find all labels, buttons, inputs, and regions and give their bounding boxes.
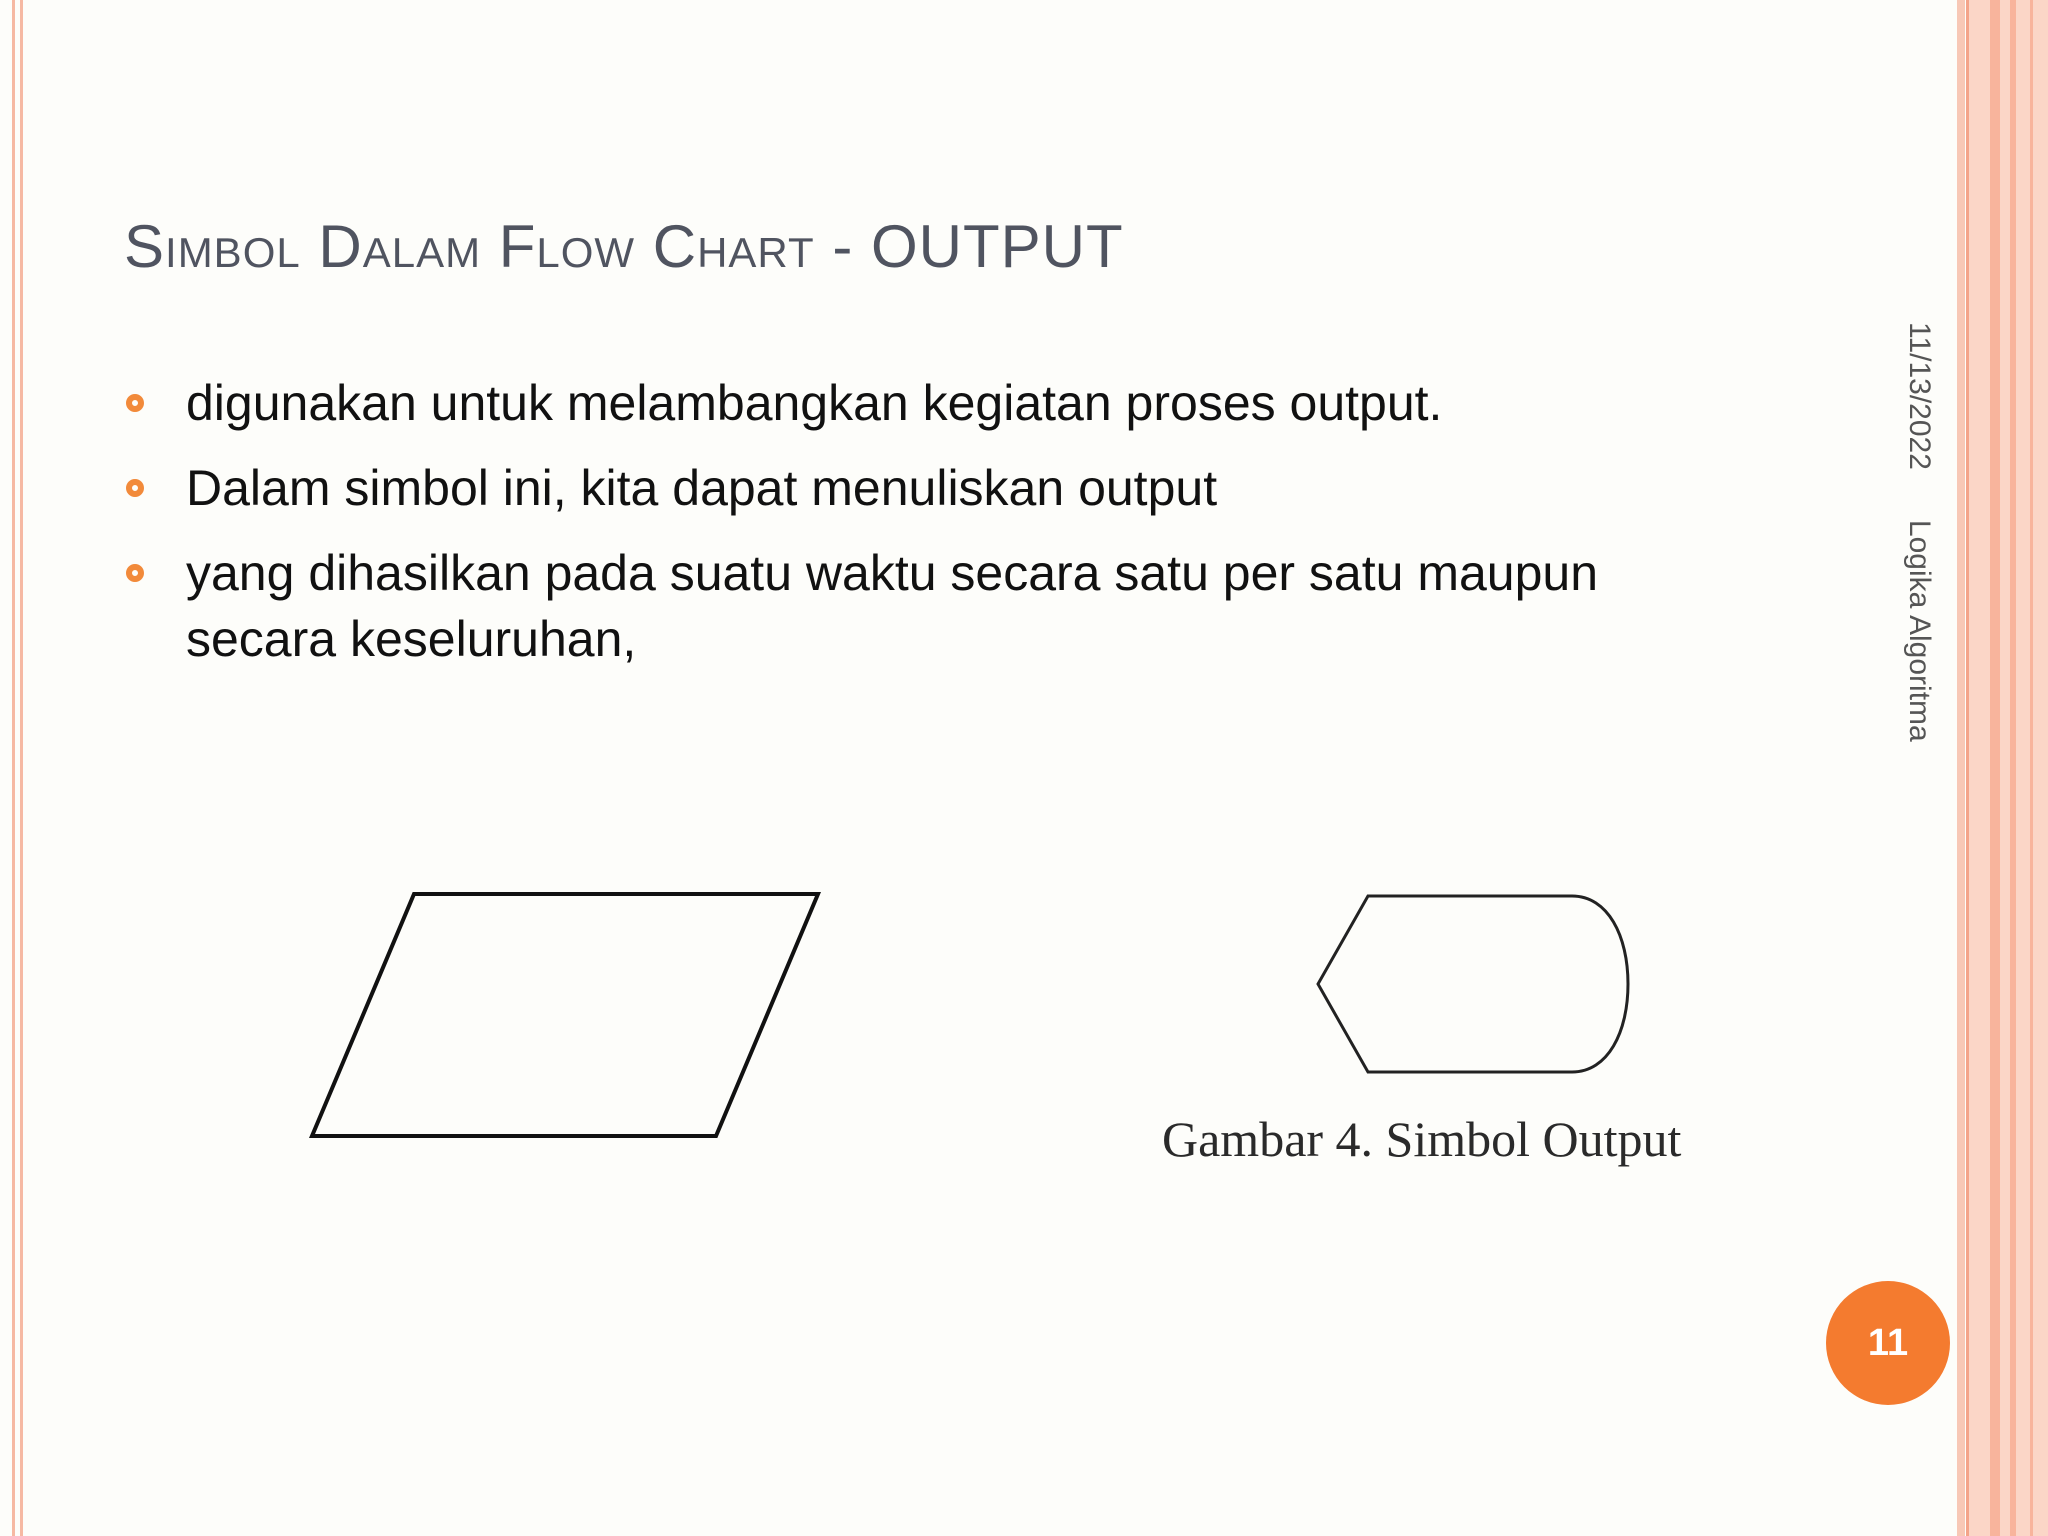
slide-date: 11/13/2022 — [1903, 322, 1936, 470]
output-display-symbol — [1310, 888, 1640, 1080]
right-border-stripe — [1957, 0, 1965, 1536]
bullet-text: Dalam simbol ini, kita dapat menuliskan output — [186, 460, 1218, 516]
right-border-stripe — [1990, 0, 2000, 1536]
right-border-stripe — [1966, 0, 1969, 1536]
left-border-stripe — [12, 0, 15, 1536]
bullet-list — [126, 370, 1686, 691]
right-border-band — [1969, 0, 2048, 1536]
list-item — [126, 370, 1686, 436]
figure-caption: Gambar 4. Simbol Output — [1162, 1111, 1682, 1167]
hollow-circle-bullet-icon — [126, 564, 144, 582]
course-name: Logika Algoritma — [1903, 519, 1936, 742]
slide-title: Simbol Dalam Flow Chart - OUTPUT — [124, 213, 1124, 280]
bullet-text: yang dihasilkan pada suatu waktu secara satu per satu maupun secara keseluruhan, — [186, 545, 1599, 667]
left-border-stripe — [20, 0, 23, 1536]
right-border-stripe — [2010, 0, 2016, 1536]
hollow-circle-bullet-icon — [126, 394, 144, 412]
page-number-badge: 11 — [1826, 1281, 1950, 1405]
list-item — [126, 540, 1686, 672]
footer-vertical — [1902, 322, 1936, 742]
bullet-text: digunakan untuk melambangkan kegiatan proses output. — [186, 375, 1443, 431]
list-item — [126, 455, 1686, 521]
output-parallelogram-symbol — [300, 880, 840, 1140]
right-border-stripe — [2030, 0, 2033, 1536]
hollow-circle-bullet-icon — [126, 479, 144, 497]
